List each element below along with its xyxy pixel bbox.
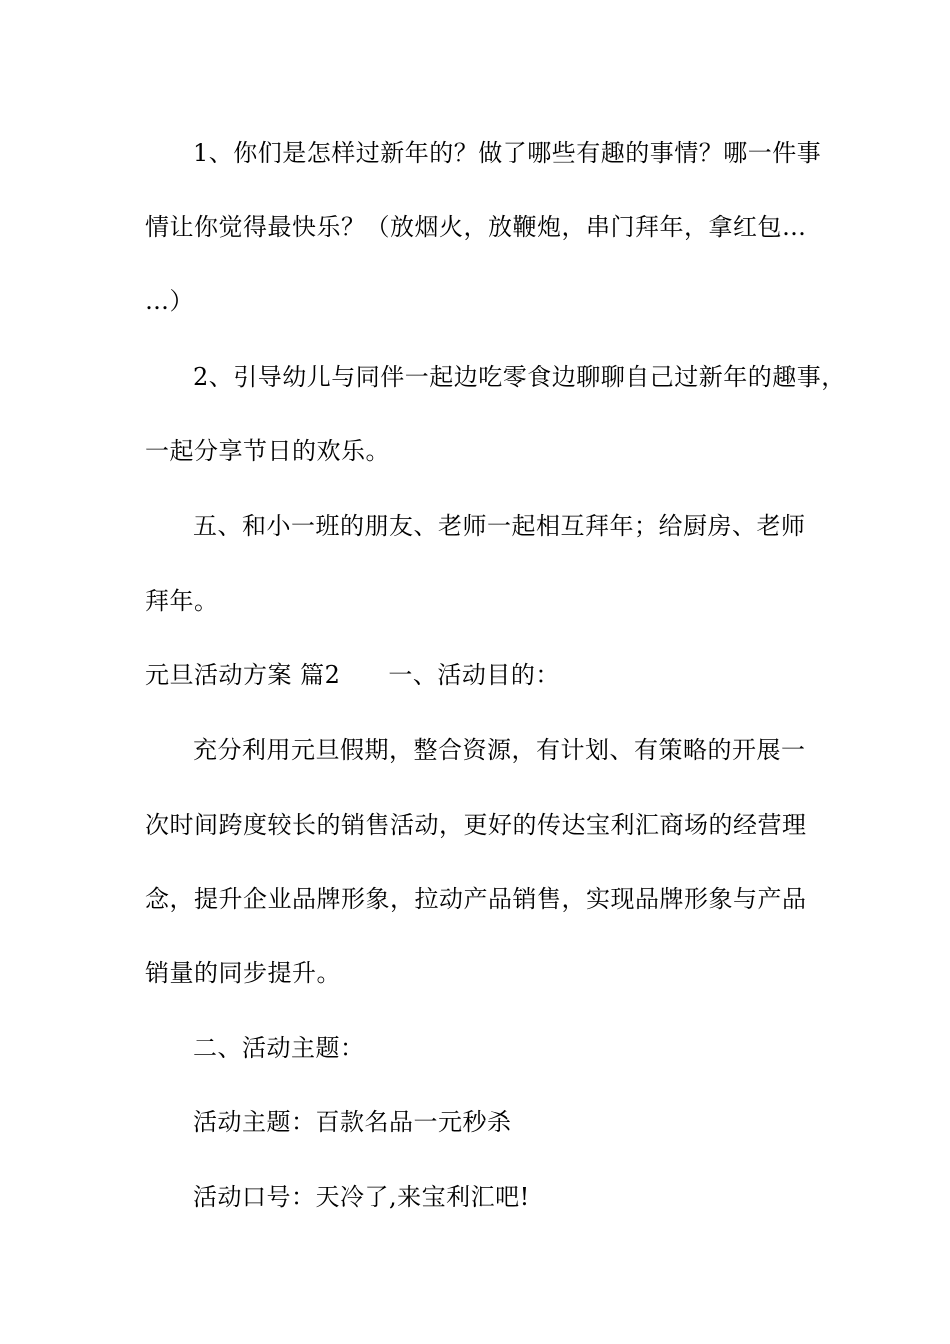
paragraph-line: 销量的同步提升。 <box>145 959 341 987</box>
paragraph-line: 情让你觉得最快乐？（放烟火，放鞭炮，串门拜年，拿红包… <box>145 213 807 241</box>
paragraph-line: 次时间跨度较长的销售活动，更好的传达宝利汇商场的经营理 <box>145 811 807 839</box>
section-title: 元旦活动方案 篇2 <box>145 661 341 689</box>
paragraph-line: 二、活动主题： <box>193 1034 365 1062</box>
section-heading <box>145 660 560 690</box>
paragraph-line: 五、和小一班的朋友、老师一起相互拜年；给厨房、老师 <box>193 512 806 540</box>
paragraph-line: 一起分享节日的欢乐。 <box>145 437 390 465</box>
section-subtitle: 一、活动目的： <box>388 661 560 689</box>
paragraph-line: 2、引导幼儿与同伴一起边吃零食边聊聊自己过新年的趣事， <box>193 363 846 391</box>
paragraph-line: 念，提升企业品牌形象，拉动产品销售，实现品牌形象与产品 <box>145 885 807 913</box>
paragraph-line: 活动口号：天冷了,来宝利汇吧! <box>193 1183 530 1211</box>
paragraph-line: 拜年。 <box>145 587 219 615</box>
paragraph-line: 1、你们是怎样过新年的？做了哪些有趣的事情？哪一件事 <box>193 139 822 167</box>
paragraph-line: …） <box>145 287 194 315</box>
paragraph-line: 活动主题：百款名品一元秒杀 <box>193 1108 512 1136</box>
paragraph-line: 充分利用元旦假期，整合资源，有计划、有策略的开展一 <box>193 736 806 764</box>
